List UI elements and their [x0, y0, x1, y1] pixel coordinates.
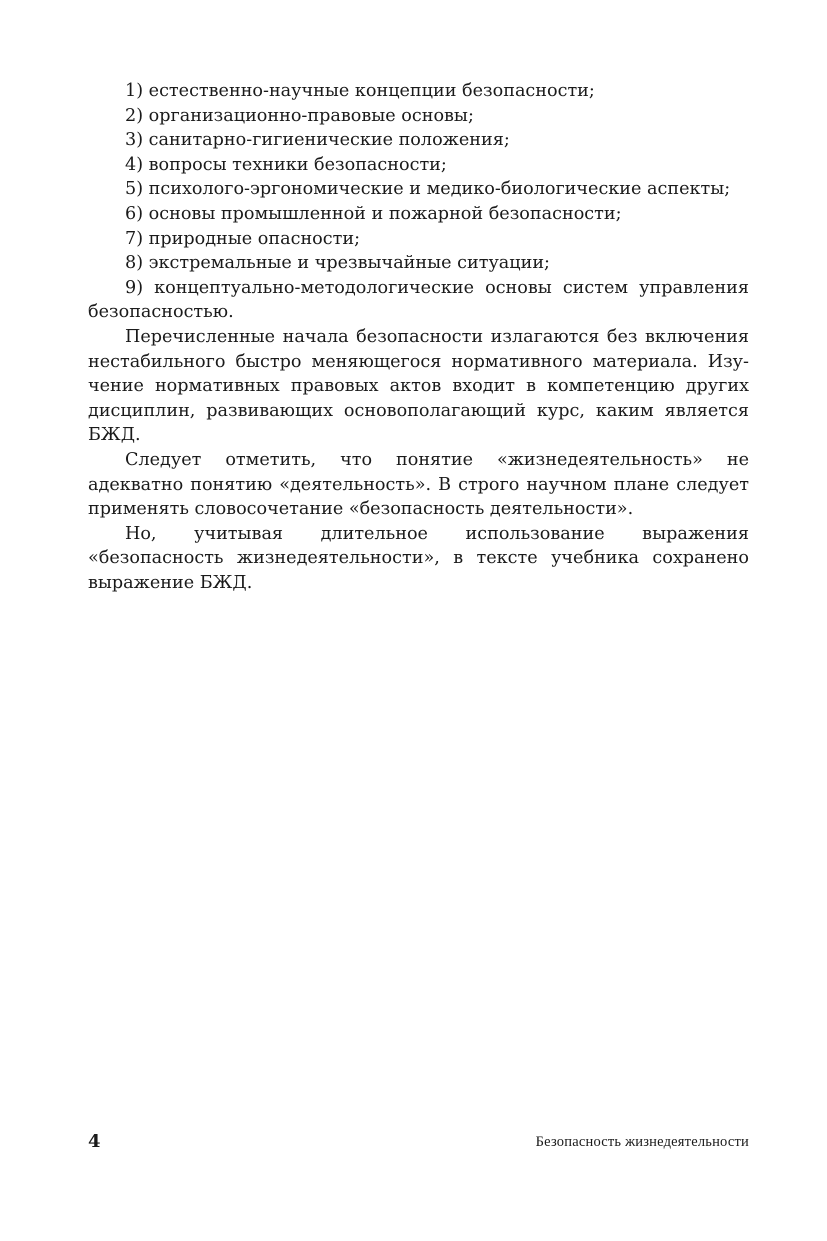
list-item-1 — [88, 79, 749, 104]
list-item-number: 5) — [125, 179, 144, 200]
page-footer — [88, 1131, 749, 1159]
list-item-text: экстремальные и чрезвычайные ситуации; — [148, 253, 550, 274]
body-text — [88, 79, 749, 595]
list-item-9 — [88, 276, 749, 325]
list-item-8 — [88, 251, 749, 276]
list-item-4 — [88, 153, 749, 178]
list-item-3 — [88, 128, 749, 153]
list-item-text: природные опасности; — [148, 228, 361, 249]
list-item-number: 1) — [125, 81, 144, 101]
list-item-number: 6) — [125, 203, 144, 224]
list-item-text: психолого-эргономические и медико-биологические аспекты; — [148, 179, 731, 200]
list-item-number: 7) — [125, 228, 144, 249]
list-item-6 — [88, 202, 749, 227]
list-item-text: основы промышленной и пожарной безопасности; — [148, 203, 622, 224]
page-number: 4 — [88, 1131, 101, 1152]
paragraph: Перечисленные начала безопасности излагаются без включения нестабильного быстро меняющегося нормативного материала. Изучение нормативных правовых актов входит в компетенцию других дисциплин, развивающих основополагающий курс, каким является БЖД. — [88, 326, 749, 446]
list-item-text: вопросы техники безопасности; — [148, 154, 447, 175]
list-item-number: 8) — [125, 253, 144, 274]
list-item-text: санитарно-гигиенические положения; — [148, 130, 510, 151]
list-item-text: естественно-научные концепции безопасности; — [148, 81, 595, 101]
list-item-2 — [88, 104, 749, 129]
list-item-number: 2) — [125, 105, 144, 126]
running-title: Безопасность жизнедеятельности — [535, 1134, 749, 1150]
list-item-7 — [88, 227, 749, 252]
paragraph: Но, учитывая длительное использование выражения «безопасность жизнедеятельности», в тексте учебника сохранено выражение БЖД. — [88, 523, 749, 593]
list-item-text: организационно-правовые основы; — [148, 105, 474, 126]
list-item-number: 4) — [125, 154, 144, 175]
list-item-number: 3) — [125, 130, 144, 151]
paragraph: Следует отметить, что понятие «жизнедеятельность» не адекватно понятию «деятельность». В строго научном плане следует применять словосочетание «безопасность деятельности». — [88, 449, 749, 520]
list-item-text: концептуально-методологические основы систем управления безопасностью. — [88, 277, 749, 323]
list-item-number: 9) — [125, 277, 144, 298]
list-item-5 — [88, 177, 749, 202]
